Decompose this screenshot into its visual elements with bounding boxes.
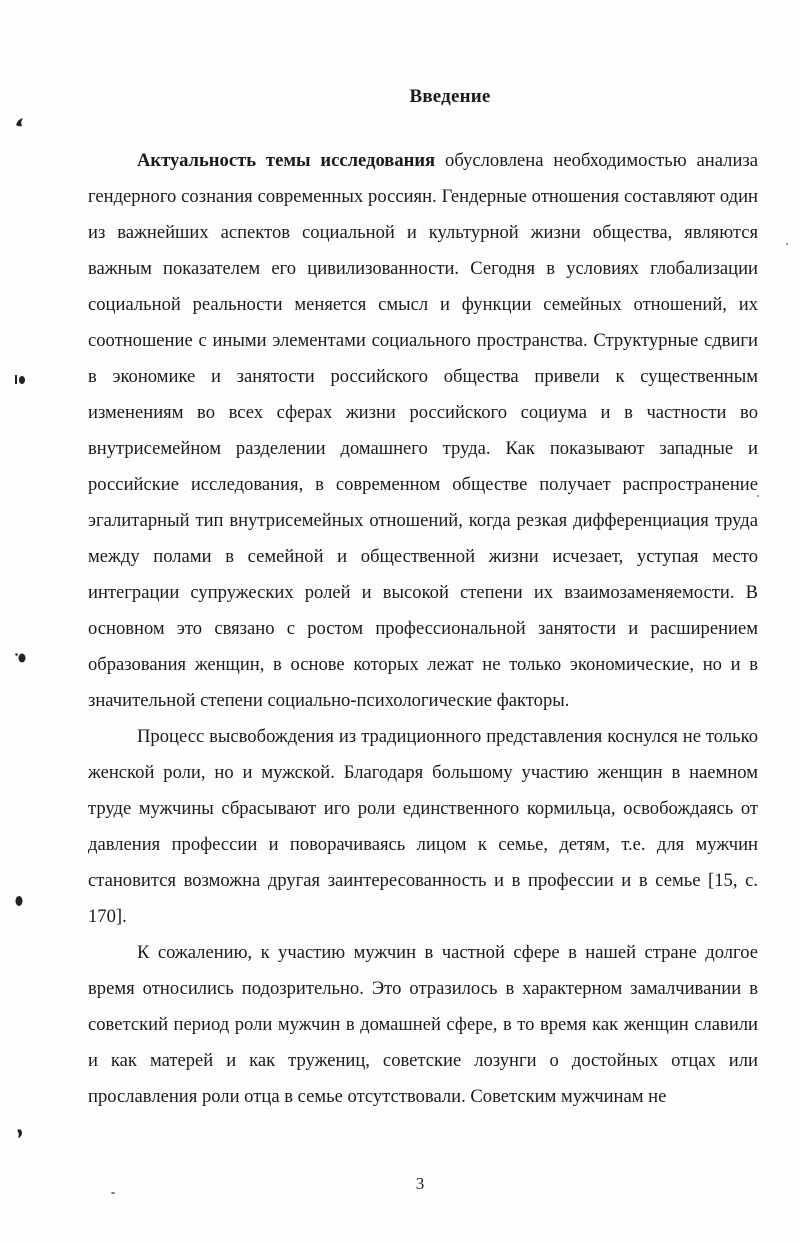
scan-speck: [111, 1192, 115, 1194]
scan-mark-icon: [14, 895, 26, 907]
paragraph-2: Процесс высвобождения из традиционного представления коснулся не только женской роли, но и мужской. Благодаря большому участию женщин в наемном труде мужчины сбрасывают иго роли единственного кормильца, освобождаясь от давления профессии и поворачиваясь лицом к семье, детям, т.е. для мужчин становится возможна другая заинтересованность и в профессии и в семье [15, с. 170].: [88, 726, 758, 927]
scan-mark-icon: [14, 373, 26, 385]
scan-mark-icon: [14, 651, 26, 663]
scan-speck: [757, 495, 759, 497]
scan-speck: [786, 243, 788, 245]
paragraph-1: [88, 143, 758, 719]
paragraph-1-lead: Актуальность темы исследования: [137, 150, 436, 171]
scan-mark-icon: [14, 1127, 26, 1139]
paragraph-3: К сожалению, к участию мужчин в частной сфере в нашей стране долгое время относились подозрительно. Это отразилось в характерном замалчивании в советский период роли мужчин в домашней сфере, в то время как женщин славили и как матерей и как тружениц, советские лозунги о достойных отцах или прославления роли отца в семье отсутствовали. Советским мужчинам не: [88, 942, 758, 1107]
document-body: [88, 143, 758, 1115]
paragraph-1-text: обусловлена необходимостью анализа гендерного сознания современных россиян. Гендерные отношения составляют один из важнейших аспектов социальной и культурной жизни общества, являются важным показателем его цивилизованности. Сегодня в условиях глобализации социальной реальности меняется смысл и функции семейных отношений, их соотношение с иными элементами социального пространства. Структурные сдвиги в экономике и занятости российского общества привели к существенным изменениям во всех сферах жизни российского социума и в частности во внутрисемейном разделении домашнего труда. Как показывают западные и российские исследования, в современном обществе получает распространение эгалитарный тип внутрисемейных отношений, когда резкая дифференциация труда между полами в семейной и общественной жизни исчезает, уступая место интеграции супружеских ролей и высокой степени их взаимозаменяемости. В основном это связано с ростом профессиональной занятости и расширением образования женщин, в основе которых лежат не только экономические, но и в значительной степени социально-психологические факторы.: [88, 150, 758, 711]
scan-mark-icon: [14, 116, 26, 128]
page-heading: Введение: [409, 86, 491, 107]
page-number: 3: [415, 1174, 425, 1193]
